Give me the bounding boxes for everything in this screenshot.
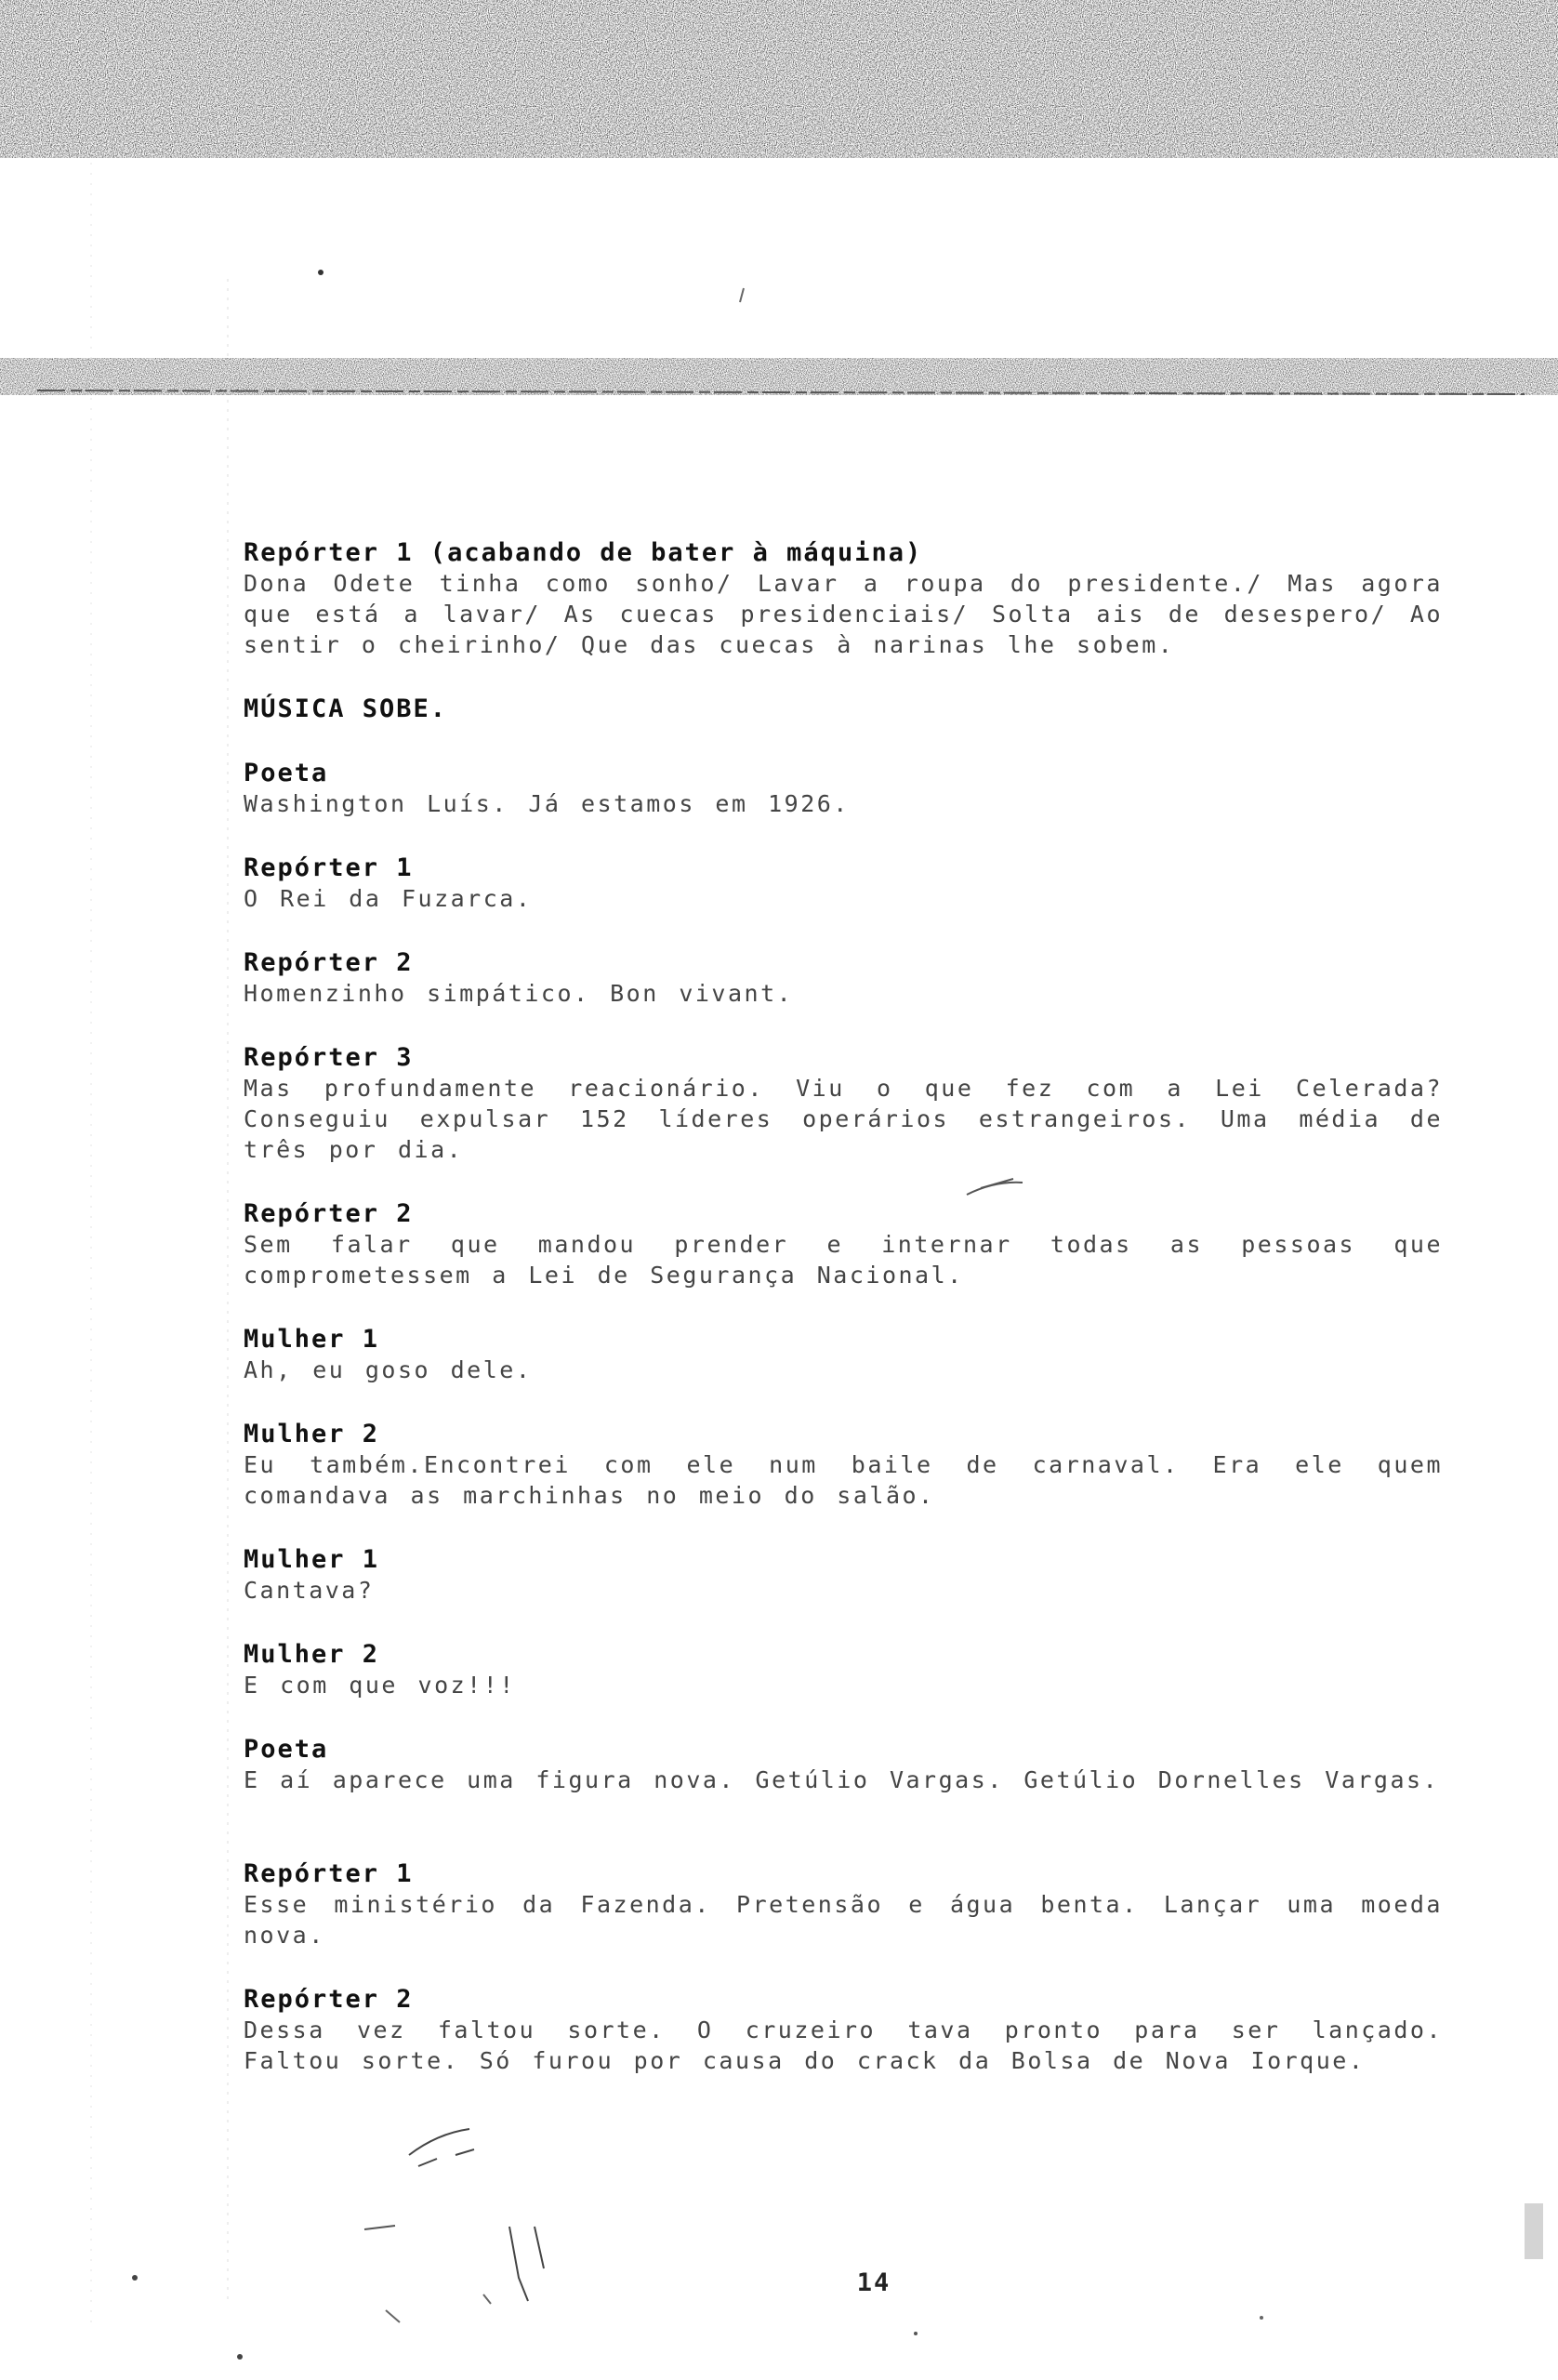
dialogue-text: Cantava? <box>244 1577 375 1604</box>
dialogue-text: Dona Odete tinha como sonho/ Lavar a roupa do presidente./ Mas agora que está a lavar/ As cuecas presidenciais/ Solta ais de desespero/ Ao sentir o cheirinho/ Que das cuecas à narinas lhe sobem. <box>244 570 1443 658</box>
script-line <box>244 947 1443 1009</box>
speaker-name: Repórter 3 <box>244 1043 414 1072</box>
speaker-name: Poeta <box>244 759 329 787</box>
script-line <box>244 1198 1443 1290</box>
speaker-name: Repórter 1 <box>244 1859 414 1888</box>
dialogue-text: Washington Luís. Já estamos em 1926. <box>244 790 850 817</box>
script-line <box>244 1639 1443 1700</box>
page-number: 14 <box>856 2268 891 2297</box>
speaker-name: Mulher 2 <box>244 1640 380 1669</box>
dialogue-text: Eu também.Encontrei com ele num baile de carnaval. Era ele quem comandava as marchinhas no meio do salão. <box>244 1451 1443 1509</box>
dialogue-text: E com que voz!!! <box>244 1672 516 1699</box>
speaker-name: Mulher 2 <box>244 1420 380 1448</box>
script-page <box>244 537 1443 2109</box>
script-line <box>244 1544 1443 1606</box>
dialogue-text: Esse ministério da Fazenda. Pretensão e água benta. Lançar uma moeda nova. <box>244 1891 1443 1949</box>
speaker-name: Repórter 2 <box>244 1199 414 1228</box>
script-line <box>244 1734 1443 1795</box>
speaker-name: Poeta <box>244 1735 329 1764</box>
dialogue-text: Sem falar que mandou prender e internar todas as pessoas que comprometessem a Lei de Segurança Nacional. <box>244 1231 1443 1289</box>
speaker-name: Mulher 1 <box>244 1325 380 1354</box>
speaker-name: Repórter 1 <box>244 853 414 882</box>
script-line <box>244 758 1443 819</box>
script-line <box>244 1324 1443 1385</box>
dialogue-text: Mas profundamente reacionário. Viu o que fez com a Lei Celerada? Conseguiu expulsar 152 líderes operários estrangeiros. Uma média de três por dia. <box>244 1075 1443 1163</box>
speaker-name: Repórter 1 (acabando de bater à máquina) <box>244 538 923 567</box>
dialogue-text: O Rei da Fuzarca. <box>244 885 533 912</box>
stage-direction: MÚSICA SOBE. <box>244 694 448 723</box>
speaker-name: Repórter 2 <box>244 948 414 977</box>
script-line <box>244 853 1443 914</box>
script-line <box>244 1984 1443 2076</box>
dialogue-text: Homenzinho simpático. Bon vivant. <box>244 980 794 1007</box>
dialogue-text: E aí aparece uma figura nova. Getúlio Vargas. Getúlio Dornelles Vargas. <box>244 1766 1440 1793</box>
script-line <box>244 1042 1443 1165</box>
speaker-name: Mulher 1 <box>244 1545 380 1574</box>
script-line <box>244 537 1443 660</box>
script-line <box>244 1419 1443 1511</box>
dialogue-text: Ah, eu goso dele. <box>244 1356 533 1383</box>
dialogue-text: Dessa vez faltou sorte. O cruzeiro tava pronto para ser lançado. Faltou sorte. Só furou por causa do crack da Bolsa de Nova Iorque. <box>244 2016 1443 2074</box>
speaker-name: Repórter 2 <box>244 1985 414 2014</box>
scan-noise-header <box>0 0 1558 400</box>
script-line <box>244 1858 1443 1950</box>
